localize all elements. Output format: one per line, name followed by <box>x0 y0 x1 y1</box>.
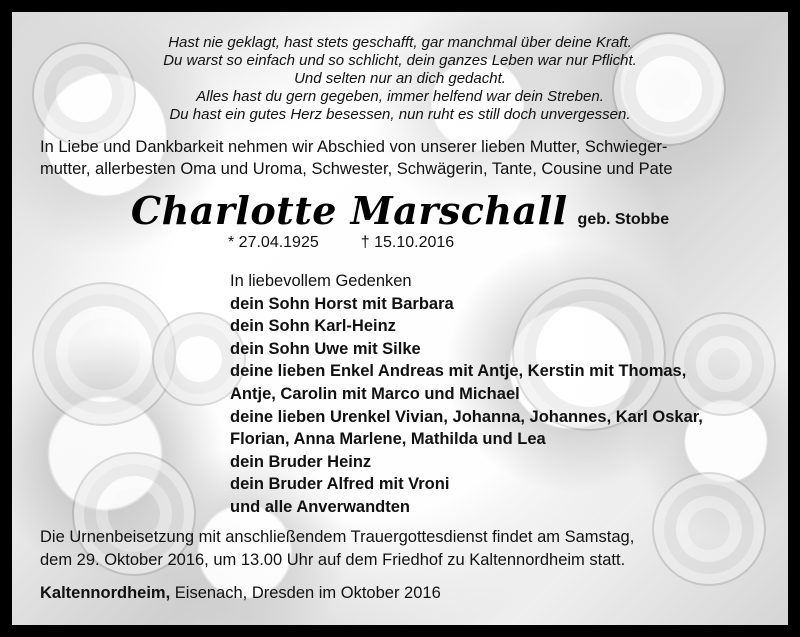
poem-line: Alles hast du gern gegeben, immer helfend war dein Streben. <box>196 88 604 105</box>
mourner-line: dein Sohn Horst mit Barbara <box>230 294 454 313</box>
mourner-line: Antje, Carolin mit Marco und Michael <box>230 384 520 403</box>
service-info <box>40 526 780 571</box>
life-dates <box>228 234 454 252</box>
intro-line: mutter, allerbesten Oma und Uroma, Schwester, Schwägerin, Tante, Cousine und Pate <box>40 160 673 178</box>
service-line: Die Urnenbeisetzung mit anschließendem Trauergottesdienst findet am Samstag, <box>40 528 635 546</box>
poem-line: Du hast ein gutes Herz besessen, nun ruht es still doch unvergessen. <box>169 106 631 123</box>
mourner-line: deine lieben Urenkel Vivian, Johanna, Johannes, Karl Oskar, <box>230 407 703 426</box>
poem <box>12 34 788 124</box>
mourner-line: und alle Anverwandten <box>230 497 411 516</box>
closing-place: Kaltennordheim, <box>40 584 171 602</box>
poem-line: Hast nie geklagt, hast stets geschafft, gar manchmal über deine Kraft. <box>168 34 632 51</box>
birth-date: * 27.04.1925 <box>228 234 319 251</box>
mourner-line: dein Bruder Heinz <box>230 452 372 471</box>
mourner-line: dein Bruder Alfred mit Vroni <box>230 475 450 494</box>
maiden-name: geb. Stobbe <box>577 211 670 228</box>
intro-line: In Liebe und Dankbarkeit nehmen wir Abschied von unserer lieben Mutter, Schwieger- <box>40 138 668 156</box>
poem-line: Du warst so einfach und so schlicht, dein ganzes Leben war nur Pflicht. <box>163 52 637 69</box>
mourner-line: dein Sohn Karl-Heinz <box>230 317 396 336</box>
mourner-line: dein Sohn Uwe mit Silke <box>230 339 421 358</box>
closing-rest: Eisenach, Dresden im Oktober 2016 <box>170 584 441 602</box>
deceased-name-row <box>12 188 788 233</box>
rose-decoration <box>32 282 176 426</box>
mourners-intro: In liebevollem Gedenken <box>230 272 412 290</box>
service-line: dem 29. Oktober 2016, um 13.00 Uhr auf dem Friedhof zu Kaltennordheim statt. <box>40 550 626 569</box>
mourner-line: deine lieben Enkel Andreas mit Antje, Kerstin mit Thomas, <box>230 362 687 381</box>
closing-line <box>40 584 780 603</box>
poem-line: Und selten nur an dich gedacht. <box>294 70 506 87</box>
intro-text <box>40 136 776 180</box>
deceased-name: Charlotte Marschall <box>130 188 568 233</box>
death-date: † 15.10.2016 <box>360 234 455 251</box>
mourners-list <box>230 270 770 519</box>
mourner-line: Florian, Anna Marlene, Mathilda und Lea <box>230 430 546 449</box>
